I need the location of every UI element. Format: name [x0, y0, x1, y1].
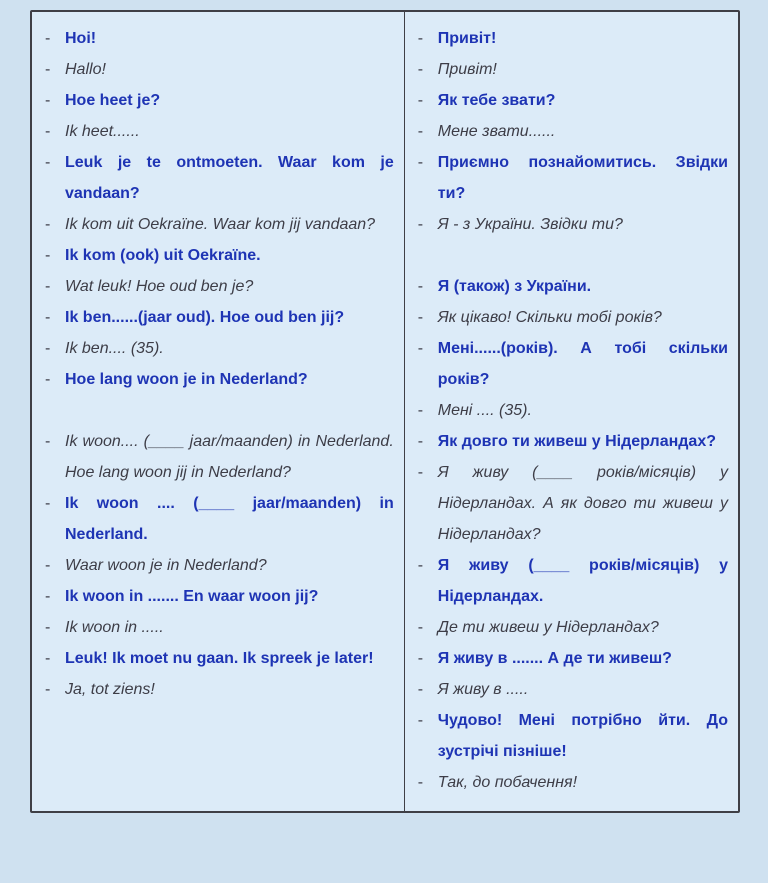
phrase-row [418, 302, 728, 333]
phrase-row [45, 240, 394, 271]
phrase-text: Я (також) з України. [437, 278, 592, 295]
phrase-row [418, 705, 728, 767]
dash-marker: - [417, 123, 424, 140]
phrase-text: Так, до побачення! [437, 774, 578, 791]
phrase-text: Hoe lang woon je in Nederland? [65, 371, 308, 388]
phrase-row [418, 612, 728, 643]
spacer-row [45, 395, 394, 426]
dash-marker: - [45, 650, 51, 667]
phrase-text: Ik woon in ..... [65, 619, 164, 636]
phrase-text: Як довго ти живеш у Нідерландах? [437, 433, 716, 450]
phrase-text: Ik kom uit Oekraïne. Waar kom jij vandaan? [65, 216, 376, 233]
phrase-text: Ik kom (ook) uit Oekraïne. [65, 247, 261, 264]
phrase-row [418, 426, 728, 457]
dash-marker: - [45, 216, 51, 233]
phrase-row [45, 333, 394, 364]
phrase-row [45, 612, 394, 643]
dash-marker: - [417, 30, 424, 47]
dash-marker: - [45, 681, 51, 698]
phrase-row [418, 333, 728, 395]
dash-marker: - [45, 247, 51, 264]
dash-marker: - [417, 154, 424, 171]
phrase-text: Leuk je te ontmoeten. Waar kom je vandaan? [65, 154, 394, 202]
phrase-row [45, 643, 394, 674]
phrase-text: Ik heet...... [65, 123, 140, 140]
phrase-text: Мені .... (35). [437, 402, 532, 419]
dash-marker: - [417, 278, 424, 295]
phrase-row [45, 426, 394, 488]
dash-marker: - [45, 61, 51, 78]
phrase-text: Приємно познайомитись. Звідки ти? [437, 154, 728, 202]
phrase-row [45, 116, 394, 147]
phrase-text: Ik woon.... (____ jaar/maanden) in Nederland. Hoe lang woon jij in Nederland? [65, 433, 394, 481]
phrase-text: Waar woon je in Nederland? [65, 557, 267, 574]
dash-marker: - [45, 123, 51, 140]
dash-marker: - [417, 464, 424, 481]
phrase-row [45, 674, 394, 705]
phrase-text: Я живу в ....... А де ти живеш? [437, 650, 672, 667]
phrase-text: Як цікаво! Скільки тобі років? [437, 309, 662, 326]
dash-marker: - [417, 92, 424, 109]
dash-marker: - [45, 278, 51, 295]
dash-marker: - [417, 402, 424, 419]
phrase-row [418, 85, 728, 116]
phrase-text: Ik ben......(jaar oud). Hoe oud ben jij? [65, 309, 345, 326]
phrase-text: Ja, tot ziens! [65, 681, 155, 698]
phrase-row [45, 147, 394, 209]
dash-marker: - [417, 681, 424, 698]
dash-marker: - [45, 92, 51, 109]
phrase-text: Ik ben.... (35). [65, 340, 164, 357]
dash-marker: - [45, 371, 51, 388]
phrase-row [45, 581, 394, 612]
ukrainian-column [405, 12, 738, 811]
phrase-row [418, 643, 728, 674]
phrase-text: Hallo! [65, 61, 106, 78]
phrase-row [45, 364, 394, 395]
phrase-row [418, 116, 728, 147]
phrase-row [45, 209, 394, 240]
phrase-text: Hoe heet je? [65, 92, 161, 109]
dash-marker: - [45, 619, 51, 636]
phrase-text: Мені......(років). А тобі скільки років? [437, 340, 728, 388]
phrase-text: Я - з України. Звідки ти? [437, 216, 623, 233]
phrase-row [418, 271, 728, 302]
spacer-row [418, 240, 728, 271]
dash-marker: - [45, 154, 51, 171]
phrase-row [45, 271, 394, 302]
dutch-column [32, 12, 405, 811]
phrase-row [418, 767, 728, 798]
phrase-row [418, 457, 728, 550]
dash-marker: - [45, 433, 51, 450]
dash-marker: - [417, 650, 424, 667]
phrase-row [45, 54, 394, 85]
phrase-row [418, 147, 728, 209]
phrase-text: Ik woon in ....... En waar woon jij? [65, 588, 319, 605]
dash-marker: - [45, 495, 51, 512]
dash-marker: - [45, 588, 51, 605]
dash-marker: - [417, 309, 424, 326]
phrase-row [45, 550, 394, 581]
phrase-text: Я живу в ..... [437, 681, 529, 698]
dash-marker: - [417, 712, 424, 729]
dash-marker: - [417, 433, 424, 450]
dash-marker: - [45, 557, 51, 574]
phrase-row [45, 23, 394, 54]
phrase-row [418, 674, 728, 705]
phrase-row [418, 550, 728, 612]
phrase-row [418, 395, 728, 426]
dash-marker: - [417, 340, 424, 357]
phrase-text: Hoi! [65, 30, 97, 47]
phrase-row [45, 85, 394, 116]
phrase-row [418, 209, 728, 240]
phrase-text: Я живу (____ років/місяців) у Нідерландах. [437, 557, 728, 605]
dash-marker: - [417, 61, 424, 78]
phrase-row [418, 23, 728, 54]
phrase-text: Привіт! [437, 61, 497, 78]
dash-marker: - [45, 30, 51, 47]
dash-marker: - [45, 340, 51, 357]
phrase-text: Чудово! Мені потрібно йти. До зустрічі пізніше! [437, 712, 728, 760]
phrase-text: Як тебе звати? [437, 92, 556, 109]
phrase-text: Я живу (____ років/місяців) у Нідерландах. А як довго ти живеш у Нідерландах? [437, 464, 728, 543]
phrase-row [45, 488, 394, 550]
phrase-text: Wat leuk! Hoe oud ben je? [65, 278, 254, 295]
phrase-table [30, 10, 740, 813]
phrase-text: Привіт! [437, 30, 497, 47]
phrase-row [45, 302, 394, 333]
dash-marker: - [417, 216, 424, 233]
phrase-row [418, 54, 728, 85]
dash-marker: - [417, 774, 424, 791]
phrase-text: Leuk! Ik moet nu gaan. Ik spreek je later! [65, 650, 374, 667]
dash-marker: - [45, 309, 51, 326]
phrase-text: Де ти живеш у Нідерландах? [437, 619, 659, 636]
dash-marker: - [417, 619, 424, 636]
dash-marker: - [417, 557, 424, 574]
phrase-text: Мене звати...... [437, 123, 556, 140]
phrase-text: Ik woon .... (____ jaar/maanden) in Nederland. [65, 495, 394, 543]
